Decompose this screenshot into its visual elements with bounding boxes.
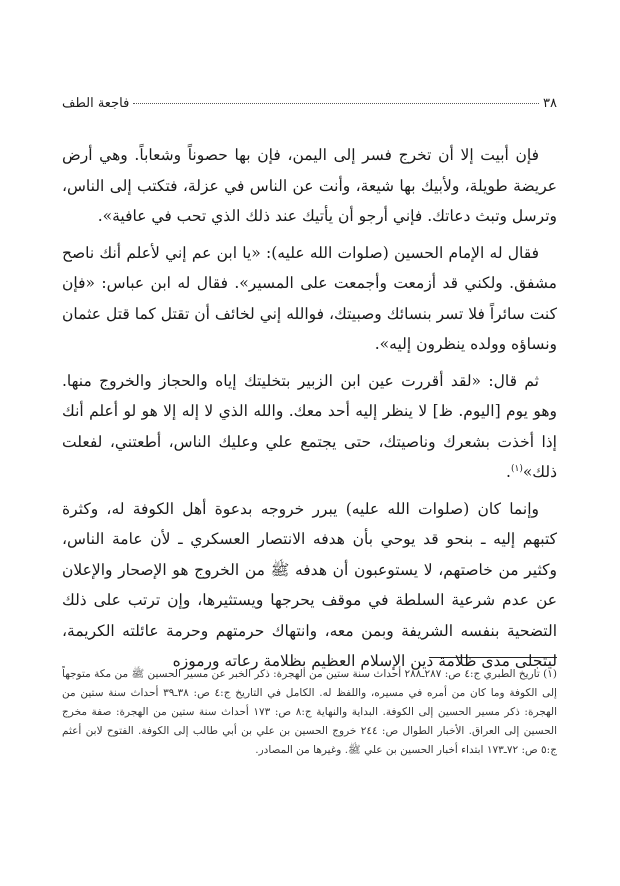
- paragraph-text: ثم قال: «لقد أقررت عين ابن الزبير بتخليتك إياه والحجاز والخروج منها. وهو يوم [اليوم. ظ] لا ينظر إليه أحد معك. والله الذي لا إله إلا هو لو أعلم أنك إذا أخذت بشعرك وناصيتك، حتى يجتمع علي وعليك الناس، أطعتني، لفعلت ذلك»: [62, 371, 557, 481]
- paragraph: وإنما كان (صلوات الله عليه) يبرر خروجه بدعوة أهل الكوفة له، وكثرة كتبهم إليه ـ بنحو قد يوحي بأن هدفه الانتصار العسكري ـ لأن عامة الناس، وكثير من خاصتهم، لا يستوعبون أن هدفه ﷺ من الخروج هو الإصحار والإعلان عن عدم شرعية السلطة في موقف يحرجها ويستثيرها، وإن ترتب على ذلك التضحية بنفسه الشريفة وبمن معه، وانتهاك حرمتهم وحرمة عائلته الكريمة، ليتجلى مدى ظلامة دين الإسلام العظيم بظلامة رعاته ورموزه: [62, 499, 557, 670]
- footnote: (١) تاريخ الطبري ج:٤ ص: ٢٨٧ـ٢٨٨ أحداث سنة ستين من الهجرة: ذكر الخبر عن مسير الحسين ﷺ من مكة متوجهاً إلى الكوفة وما كان من أمره في مسيره، واللفظ له. الكامل في التاريخ ج:٤ ص: ٣٨ـ٣٩ أحداث سنة ستين من الهجرة: ذكر مسير الحسين إلى الكوفة. البداية والنهاية ج:٨ ص: ١٧٣ أحداث سنة ستين من الهجرة: صفة مخرج الحسين إلى العراق. الأخبار الطوال ص: ٢٤٤ خروج الحسين بن علي بن أبي طالب إلى الكوفة. الفتوح لابن أعثم ج:٥ ص: ٧٢ـ١٧٣ ابتداء أخبار الحسين بن علي ﷺ. وغيرها من المصادر.: [62, 668, 557, 756]
- running-title: فاجعة الطف: [62, 96, 130, 111]
- page-number: ٣٨: [543, 96, 557, 111]
- main-text: [62, 140, 557, 683]
- paragraph: ثم قال: «لقد أقررت عين ابن الزبير بتخليتك إياه والحجاز والخروج منها. وهو يوم [اليوم. ظ] لا ينظر إليه أحد معك. والله الذي لا إله إلا هو لو أعلم أنك إذا أخذت بشعرك وناصيتك، حتى يجتمع علي وعليك الناس، أطعتني، لفعلت ذلك»$^{(١)}$.: [62, 371, 557, 481]
- paragraph: فإن أبيت إلا أن تخرج فسر إلى اليمن، فإن بها حصوناً وشعاباً. وهي أرض عريضة طويلة، ولأبيك بها شيعة، وأنت عن الناس في عزلة، فتكتب إلى الناس، وترسل وتبث دعاتك. فإني أرجو أن يأتيك عند ذلك الذي تحب في عافية».: [62, 146, 557, 225]
- page-header: [62, 96, 557, 111]
- header-dot-leader: [133, 103, 539, 104]
- footnote-marker: (١): [510, 463, 523, 474]
- paragraph: فقال له الإمام الحسين (صلوات الله عليه): «يا ابن عم إني لأعلم أنك ناصح مشفق. ولكني قد أزمعت وأجمعت على المسير». فقال له ابن عباس: «فإن كنت سائراً فلا تسر بنسائك وصبيتك، فوالله إني لخائف أن تقتل كما قتل عثمان ونساؤه وولده ينظرون إليه».: [62, 243, 557, 353]
- footnote-separator: [429, 657, 557, 658]
